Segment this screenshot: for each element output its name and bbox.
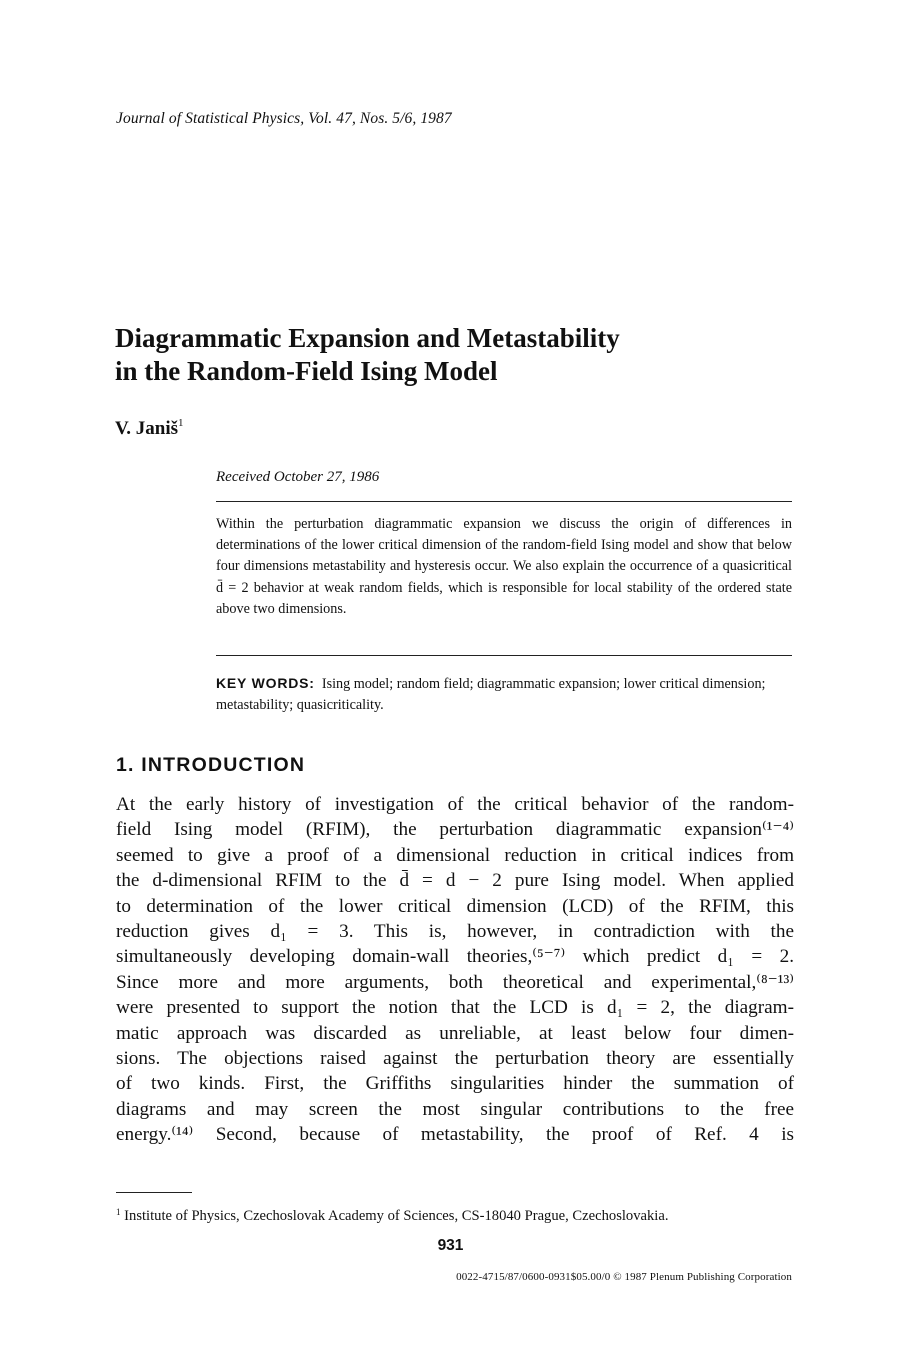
footnote-mark: 1: [116, 1207, 121, 1217]
footnote: [116, 1207, 668, 1225]
footnote-rule: [116, 1192, 192, 1193]
body-line: simultaneously developing domain-wall theories,⁽⁵⁻⁷⁾ which predict d₁ = 2.: [116, 946, 794, 968]
keywords-block: [216, 673, 792, 716]
page-number: 931: [437, 1237, 464, 1254]
title-line-1: Diagrammatic Expansion and Metastability: [115, 323, 620, 353]
footnote-text: Institute of Physics, Czechoslovak Academy of Sciences, CS-18040 Prague, Czechoslovakia.: [124, 1208, 669, 1224]
body-line: reduction gives d₁ = 3. This is, however, in contradiction with the: [116, 920, 794, 942]
body-line: seemed to give a proof of a dimensional reduction in critical indices from: [116, 844, 794, 866]
body-line: energy.⁽¹⁴⁾ Second, because of metastability, the proof of Ref. 4 is: [116, 1124, 794, 1146]
body-line: of two kinds. First, the Griffiths singularities hinder the summation of: [116, 1073, 794, 1095]
keywords-label: KEY WORDS:: [216, 675, 315, 691]
article-title: [115, 322, 755, 388]
body-line: field Ising model (RFIM), the perturbation diagrammatic expansion⁽¹⁻⁴⁾: [116, 819, 794, 841]
author-footnote-mark: 1: [178, 417, 184, 429]
body-line: to determination of the lower critical dimension (LCD) of the RFIM, this: [116, 895, 794, 917]
journal-citation: Journal of Statistical Physics, Vol. 47, Nos. 5/6, 1987: [116, 110, 452, 127]
section-heading: 1. INTRODUCTION: [116, 754, 306, 776]
copyright-line: 0022-4715/87/0600-0931$05.00/0 © 1987 Plenum Publishing Corporation: [456, 1271, 792, 1283]
abstract-top-rule: [216, 501, 792, 502]
author: [115, 417, 184, 440]
body-line: sions. The objections raised against the perturbation theory are essentially: [116, 1047, 794, 1069]
received-date: Received October 27, 1986: [216, 469, 380, 485]
body-line: At the early history of investigation of the critical behavior of the random-: [116, 794, 794, 815]
body-line: the d-dimensional RFIM to the d̄ = d − 2 pure Ising model. When applied: [116, 870, 794, 892]
author-name: V. Janiš: [115, 418, 179, 439]
body-line: matic approach was discarded as unreliable, at least below four dimen-: [116, 1022, 794, 1044]
abstract: Within the perturbation diagrammatic expansion we discuss the origin of differences in determinations of the lower critical dimension of the random-field Ising model and show that below four dimensions metastability and hysteresis occur. We also explain the occurrence of a quasicritical d̄ = 2 behavior at weak random fields, which is responsible for local stability of the ordered state above two dimensions.: [216, 516, 792, 617]
introduction-body: [116, 792, 794, 1147]
title-line-2: in the Random-Field Ising Model: [115, 356, 498, 386]
keywords-text: Ising model; random field; diagrammatic expansion; lower critical dimension; metastability; quasicriticality.: [216, 676, 766, 714]
abstract-bottom-rule: [216, 655, 792, 656]
body-line: diagrams and may screen the most singular contributions to the free: [116, 1098, 794, 1120]
body-line: were presented to support the notion that the LCD is d₁ = 2, the diagram-: [116, 997, 794, 1019]
body-line: Since more and more arguments, both theoretical and experimental,⁽⁸⁻¹³⁾: [116, 971, 794, 993]
